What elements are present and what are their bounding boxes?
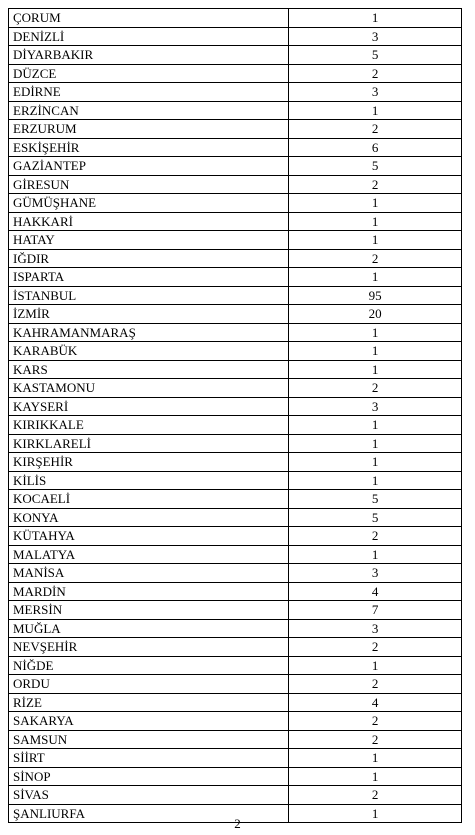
count-cell: 1	[289, 9, 462, 28]
province-name-cell: ISPARTA	[9, 268, 289, 287]
count-cell: 1	[289, 749, 462, 768]
count-cell: 5	[289, 490, 462, 509]
table-row	[9, 582, 462, 601]
province-name-cell: IĞDIR	[9, 249, 289, 268]
count-cell: 1	[289, 194, 462, 213]
table-row	[9, 120, 462, 139]
count-cell: 2	[289, 527, 462, 546]
table-row	[9, 564, 462, 583]
province-name-cell: SAMSUN	[9, 730, 289, 749]
count-cell: 1	[289, 545, 462, 564]
province-name-cell: ESKİŞEHİR	[9, 138, 289, 157]
province-name-cell: MARDİN	[9, 582, 289, 601]
table-row	[9, 64, 462, 83]
province-name-cell: SİİRT	[9, 749, 289, 768]
count-cell: 1	[289, 453, 462, 472]
table-row	[9, 138, 462, 157]
province-name-cell: ORDU	[9, 675, 289, 694]
table-row	[9, 730, 462, 749]
count-cell: 2	[289, 379, 462, 398]
count-cell: 1	[289, 342, 462, 361]
table-row	[9, 545, 462, 564]
table-row	[9, 712, 462, 731]
count-cell: 1	[289, 231, 462, 250]
count-cell: 1	[289, 804, 462, 823]
province-count-table	[8, 8, 462, 823]
count-cell: 2	[289, 120, 462, 139]
province-name-cell: ERZİNCAN	[9, 101, 289, 120]
province-name-cell: KIRKLARELİ	[9, 434, 289, 453]
count-cell: 2	[289, 64, 462, 83]
count-cell: 2	[289, 675, 462, 694]
count-cell: 6	[289, 138, 462, 157]
province-name-cell: GİRESUN	[9, 175, 289, 194]
count-cell: 2	[289, 175, 462, 194]
table-row	[9, 342, 462, 361]
count-cell: 1	[289, 434, 462, 453]
table-row	[9, 83, 462, 102]
province-name-cell: HATAY	[9, 231, 289, 250]
table-body	[9, 9, 462, 823]
table-row	[9, 157, 462, 176]
table-row	[9, 249, 462, 268]
table-row	[9, 231, 462, 250]
count-cell: 4	[289, 693, 462, 712]
count-cell: 1	[289, 212, 462, 231]
province-name-cell: KIRŞEHİR	[9, 453, 289, 472]
count-cell: 5	[289, 46, 462, 65]
province-name-cell: DİYARBAKIR	[9, 46, 289, 65]
table-row	[9, 601, 462, 620]
province-name-cell: MALATYA	[9, 545, 289, 564]
table-row	[9, 323, 462, 342]
province-name-cell: MUĞLA	[9, 619, 289, 638]
table-row	[9, 46, 462, 65]
count-cell: 2	[289, 249, 462, 268]
count-cell: 5	[289, 508, 462, 527]
province-name-cell: KOCAELİ	[9, 490, 289, 509]
table-row	[9, 675, 462, 694]
province-name-cell: NEVŞEHİR	[9, 638, 289, 657]
table-row	[9, 101, 462, 120]
province-name-cell: NİĞDE	[9, 656, 289, 675]
count-cell: 1	[289, 268, 462, 287]
table-row	[9, 27, 462, 46]
table-row	[9, 360, 462, 379]
page-number: 2	[234, 816, 241, 831]
province-name-cell: DENİZLİ	[9, 27, 289, 46]
table-row	[9, 490, 462, 509]
province-name-cell: SİVAS	[9, 786, 289, 805]
province-name-cell: MANİSA	[9, 564, 289, 583]
province-name-cell: KARS	[9, 360, 289, 379]
count-cell: 1	[289, 101, 462, 120]
table-row	[9, 379, 462, 398]
table-row	[9, 693, 462, 712]
count-cell: 1	[289, 471, 462, 490]
province-name-cell: DÜZCE	[9, 64, 289, 83]
province-name-cell: EDİRNE	[9, 83, 289, 102]
table-row	[9, 212, 462, 231]
table-row	[9, 194, 462, 213]
province-name-cell: ÇORUM	[9, 9, 289, 28]
table-row	[9, 767, 462, 786]
count-cell: 1	[289, 656, 462, 675]
province-name-cell: KİLİS	[9, 471, 289, 490]
table-row	[9, 508, 462, 527]
table-row	[9, 638, 462, 657]
count-cell: 3	[289, 27, 462, 46]
count-cell: 4	[289, 582, 462, 601]
province-name-cell: ŞANLIURFA	[9, 804, 289, 823]
table-row	[9, 9, 462, 28]
province-name-cell: GÜMÜŞHANE	[9, 194, 289, 213]
count-cell: 3	[289, 397, 462, 416]
count-cell: 3	[289, 564, 462, 583]
province-name-cell: KONYA	[9, 508, 289, 527]
table-row	[9, 619, 462, 638]
count-cell: 2	[289, 786, 462, 805]
table-row	[9, 416, 462, 435]
province-name-cell: KIRIKKALE	[9, 416, 289, 435]
province-name-cell: KÜTAHYA	[9, 527, 289, 546]
count-cell: 7	[289, 601, 462, 620]
province-name-cell: MERSİN	[9, 601, 289, 620]
count-cell: 2	[289, 730, 462, 749]
province-name-cell: İSTANBUL	[9, 286, 289, 305]
count-cell: 5	[289, 157, 462, 176]
table-row	[9, 527, 462, 546]
province-name-cell: SİNOP	[9, 767, 289, 786]
province-name-cell: HAKKARİ	[9, 212, 289, 231]
province-name-cell: KAHRAMANMARAŞ	[9, 323, 289, 342]
table-row	[9, 397, 462, 416]
count-cell: 1	[289, 416, 462, 435]
table-row	[9, 434, 462, 453]
province-name-cell: KASTAMONU	[9, 379, 289, 398]
province-name-cell: İZMİR	[9, 305, 289, 324]
count-cell: 2	[289, 712, 462, 731]
table-row	[9, 286, 462, 305]
count-cell: 1	[289, 767, 462, 786]
province-name-cell: GAZİANTEP	[9, 157, 289, 176]
count-cell: 2	[289, 638, 462, 657]
count-cell: 3	[289, 619, 462, 638]
table-row	[9, 175, 462, 194]
province-name-cell: RİZE	[9, 693, 289, 712]
province-name-cell: ERZURUM	[9, 120, 289, 139]
table-row	[9, 268, 462, 287]
count-cell: 1	[289, 360, 462, 379]
table-row	[9, 786, 462, 805]
province-name-cell: SAKARYA	[9, 712, 289, 731]
table-row	[9, 656, 462, 675]
table-row	[9, 305, 462, 324]
province-name-cell: KARABÜK	[9, 342, 289, 361]
count-cell: 20	[289, 305, 462, 324]
table-row	[9, 453, 462, 472]
count-cell: 3	[289, 83, 462, 102]
count-cell: 1	[289, 323, 462, 342]
table-row	[9, 749, 462, 768]
count-cell: 95	[289, 286, 462, 305]
table-row	[9, 471, 462, 490]
province-name-cell: KAYSERİ	[9, 397, 289, 416]
